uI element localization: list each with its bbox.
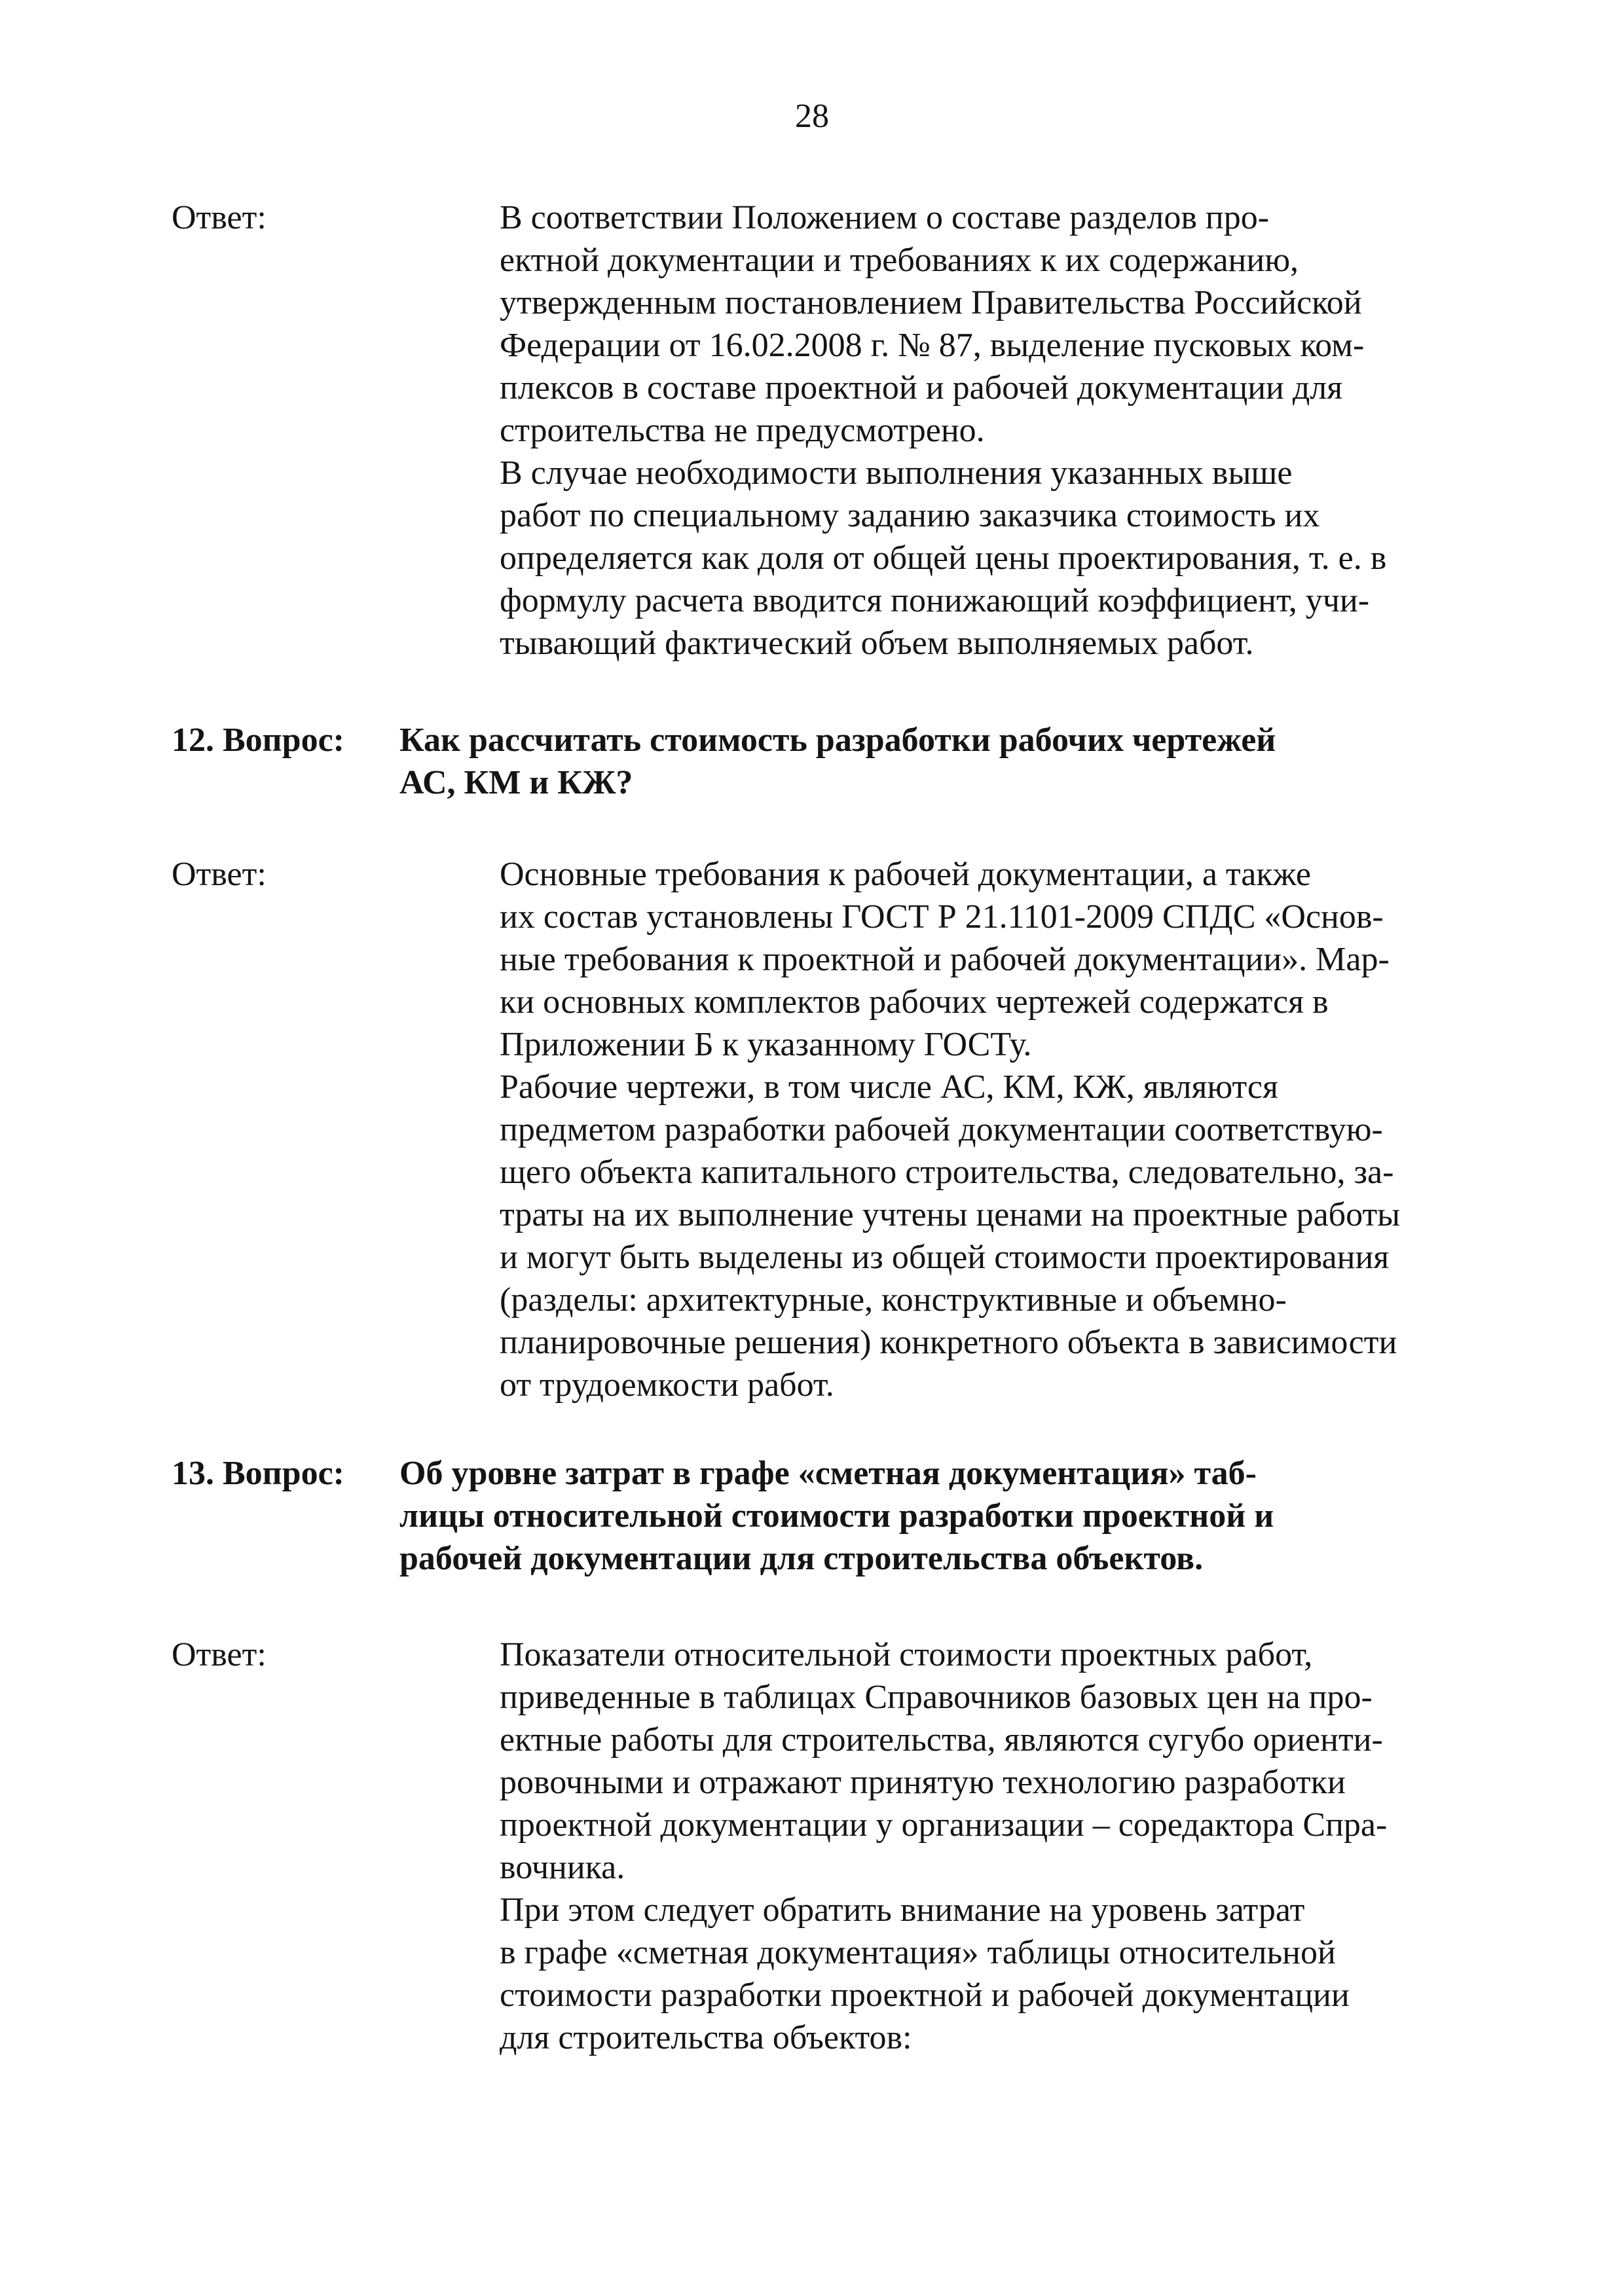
text-line: в графе «сметная документация» таблицы относительной — [500, 1934, 1336, 1971]
answer-11-paragraph-1 — [399, 196, 1424, 452]
text-line: ки основных комплектов рабочих чертежей содержатся в — [500, 983, 1329, 1021]
text-line: ектной документации и требованиях к их содержанию, — [500, 242, 1299, 279]
answer-label-13: Ответ: — [172, 1636, 267, 1673]
question-12 — [399, 719, 1424, 804]
answer-label-12: Ответ: — [172, 856, 267, 893]
text-line: их состав установлены ГОСТ Р 21.1101-2009 СПДС «Основ- — [500, 898, 1384, 936]
text-line: утвержденным постановлением Правительства Российской — [500, 284, 1362, 321]
text-line: рабочей документации для строительства объектов. — [399, 1540, 1204, 1577]
text-line: При этом следует обратить внимание на уровень затрат — [500, 1891, 1305, 1929]
text-line: Основные требования к рабочей документации, а также — [500, 856, 1311, 893]
answer-label-11: Ответ: — [172, 199, 267, 236]
text-line: определяется как доля от общей цены проектирования, т. е. в — [500, 539, 1387, 577]
text-line: щего объекта капитального строительства, следовательно, за- — [500, 1154, 1394, 1191]
text-line: Приложении Б к указанному ГОСТу. — [500, 1026, 1032, 1063]
text-line: и могут быть выделены из общей стоимости проектирования — [500, 1239, 1390, 1276]
answer-12-paragraph-1 — [399, 853, 1424, 1066]
text-line: планировочные решения) конкретного объекта в зависимости — [500, 1324, 1397, 1361]
answer-12-paragraph-2 — [399, 1066, 1424, 1406]
text-line: лицы относительной стоимости разработки проектной и — [399, 1497, 1274, 1535]
question-13-text — [399, 1452, 1424, 1580]
text-line: Показатели относительной стоимости проектных работ, — [500, 1636, 1313, 1673]
text-line: Об уровне затрат в графе «сметная документация» таб- — [399, 1455, 1257, 1492]
question-12-text — [399, 719, 1424, 804]
text-line: ектные работы для строительства, являются сугубо ориенти- — [500, 1721, 1383, 1758]
text-line: тывающий фактический объем выполняемых работ. — [500, 625, 1254, 662]
text-line: проектной документации у организации – соредактора Спра- — [500, 1806, 1388, 1844]
text-line: формулу расчета вводится понижающий коэффициент, учи- — [500, 582, 1370, 619]
text-line: стоимости разработки проектной и рабочей документации — [500, 1977, 1350, 2014]
answer-11-paragraph-2 — [399, 452, 1424, 665]
text-line: вочника. — [500, 1849, 625, 1886]
text-line: строительства не предусмотрено. — [500, 412, 985, 449]
text-line: от трудоемкости работ. — [500, 1366, 834, 1404]
answer-13-paragraph-2 — [399, 1889, 1424, 2059]
question-label-13: 13. Вопрос: — [172, 1455, 344, 1492]
text-line: ровочными и отражают принятую технологию разработки — [500, 1764, 1346, 1801]
text-line: плексов в составе проектной и рабочей документации для — [500, 369, 1343, 407]
text-line: предметом разработки рабочей документации соответствую- — [500, 1111, 1383, 1148]
text-line: траты на их выполнение учтены ценами на проектные работы — [500, 1196, 1401, 1233]
text-line: Федерации от 16.02.2008 г. № 87, выделение пусковых ком- — [500, 327, 1365, 364]
text-line: АС, КМ и КЖ? — [399, 764, 633, 801]
text-line: (разделы: архитектурные, конструктивные и объемно- — [500, 1281, 1287, 1319]
answer-13-paragraph-1 — [399, 1633, 1424, 1889]
question-13 — [399, 1452, 1424, 1580]
text-line: Рабочие чертежи, в том числе АС, КМ, КЖ, являются — [500, 1068, 1278, 1106]
text-line: Как рассчитать стоимость разработки рабочих чертежей — [399, 721, 1276, 759]
text-line: для строительства объектов: — [500, 2019, 912, 2056]
text-line: ные требования к проектной и рабочей документации». Мар- — [500, 941, 1390, 978]
question-label-12: 12. Вопрос: — [172, 721, 344, 759]
text-line: работ по специальному заданию заказчика стоимость их — [500, 497, 1320, 534]
text-line: В случае необходимости выполнения указанных выше — [500, 454, 1293, 492]
text-line: приведенные в таблицах Справочников базовых цен на про- — [500, 1679, 1373, 1716]
answer-12 — [399, 853, 1424, 1406]
answer-11 — [399, 196, 1424, 665]
answer-13 — [399, 1633, 1424, 2059]
text-line: В соответствии Положением о составе разделов про- — [500, 199, 1270, 236]
page-number: 28 — [795, 98, 829, 135]
